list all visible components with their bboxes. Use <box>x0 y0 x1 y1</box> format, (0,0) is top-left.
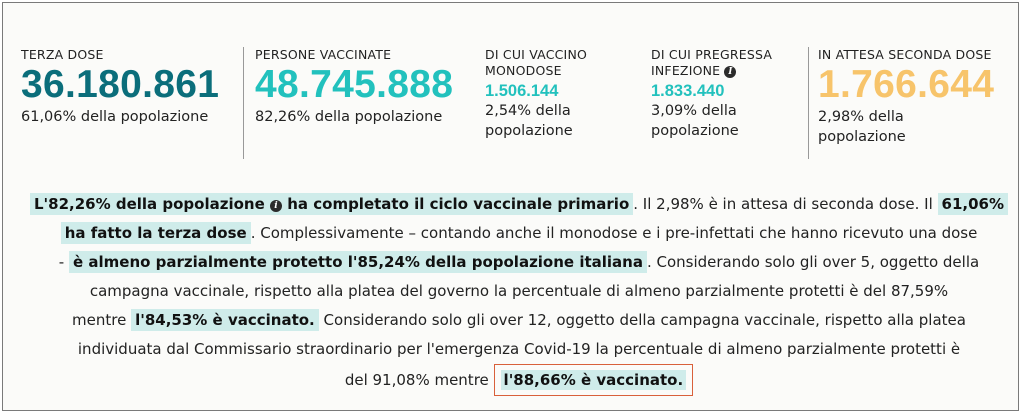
stat-attesa-seconda-dose <box>818 47 994 147</box>
paragraph-line <box>23 335 1015 364</box>
stat-terza-dose <box>21 47 219 127</box>
stat-label: PERSONE VACCINATE <box>255 47 392 62</box>
stat-label-line: INFEZIONE <box>651 63 721 78</box>
paragraph-line <box>23 190 1015 219</box>
stat-sub-line: popolazione <box>651 123 739 139</box>
stat-sub-line: popolazione <box>485 123 573 139</box>
boxed-highlight <box>494 364 694 396</box>
plain-text: . Complessivamente – contando anche il monodose e i pre-infettati che hanno ricevuto una dose <box>250 224 978 242</box>
summary-paragraph <box>23 190 1015 393</box>
plain-text: . Il 2,98% è in attesa di seconda dose. Il <box>633 195 933 213</box>
stat-value: 1.506.144 <box>485 82 559 100</box>
plain-text: - <box>58 253 65 271</box>
highlight-text <box>30 193 633 215</box>
stat-persone-vaccinate <box>255 47 453 127</box>
plain-text: campagna vaccinale, rispetto alla platea del governo la percentuale di almeno parzialmente protetti è del 87,59% <box>89 282 949 300</box>
stat-label-line: MONODOSE <box>485 63 562 78</box>
plain-text: mentre <box>72 311 127 329</box>
plain-text: . Considerando solo gli over 5, oggetto della <box>646 253 980 271</box>
paragraph-line <box>23 248 1015 277</box>
info-icon[interactable]: i <box>270 200 282 212</box>
highlight-text: l'88,66% è vaccinato. <box>501 370 687 390</box>
divider <box>243 47 244 159</box>
highlight-text: l'84,53% è vaccinato. <box>131 309 319 331</box>
stat-sub: 2,98% della popolazione <box>818 109 906 145</box>
highlight-part: L'82,26% della popolazione <box>33 195 265 213</box>
plain-text: individuata dal Commissario straordinario per l'emergenza Covid-19 la percentuale di almeno parzialmente protetti è <box>77 340 961 358</box>
stat-sub: 61,06% della popolazione <box>21 109 209 125</box>
stat-monodose <box>485 47 587 141</box>
plain-text: del 91,08% mentre <box>344 371 489 389</box>
stat-label: TERZA DOSE <box>21 47 104 62</box>
highlight-text: è almeno parzialmente protetto l'85,24% della popolazione italiana <box>69 251 647 273</box>
highlight-text: 61,06% <box>938 193 1008 215</box>
paragraph-line <box>23 219 1015 248</box>
plain-text: Considerando solo gli over 12, oggetto della campagna vaccinale, rispetto alla platea <box>323 311 966 329</box>
stat-value: 1.766.644 <box>818 63 995 106</box>
stat-label-line-wrap <box>651 63 772 79</box>
paragraph-line <box>23 277 1015 306</box>
stat-label-line: DI CUI VACCINO <box>485 47 588 62</box>
stat-label: IN ATTESA SECONDA DOSE <box>818 47 992 62</box>
stat-sub: 82,26% della popolazione <box>255 109 443 125</box>
stat-pregressa-infezione <box>651 47 772 141</box>
paragraph-line <box>23 306 1015 335</box>
highlight-text: ha fatto la terza dose <box>61 222 251 244</box>
stat-value: 48.745.888 <box>255 63 454 106</box>
paragraph-line <box>23 364 1015 393</box>
divider <box>808 47 809 159</box>
stat-label-line: DI CUI PREGRESSA <box>651 47 773 62</box>
highlight-part: ha completato il ciclo vaccinale primario <box>287 195 630 213</box>
stat-value: 36.180.861 <box>21 63 220 106</box>
vaccine-stats-panel <box>2 2 1019 411</box>
stat-sub-line: 2,54% della <box>485 103 571 119</box>
stat-value: 1.833.440 <box>651 82 725 100</box>
info-icon[interactable]: I <box>724 66 736 78</box>
stat-sub-line: 3,09% della <box>651 103 737 119</box>
